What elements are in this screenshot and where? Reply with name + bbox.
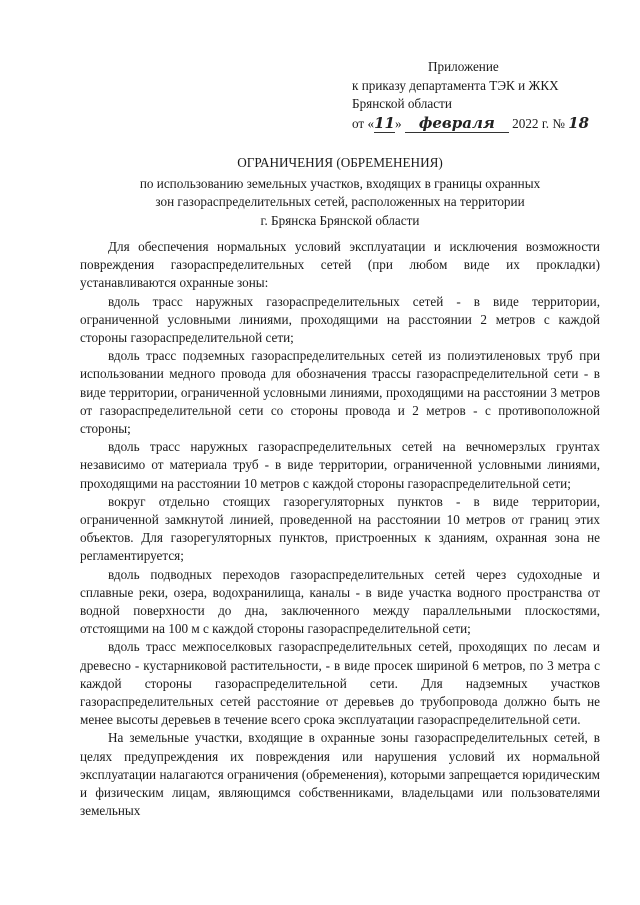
paragraph-permafrost: вдоль трасс наружных газораспределительных сетей на вечномерзлых грунтах независимо от материала труб - в виде территории, ограниченной условными линиями, проходящими на расстоянии 10 метров с каждой стороны газораспределительной сети; [80, 439, 600, 491]
date-year: 2022 г. № [512, 115, 565, 131]
paragraph-restrictions: На земельные участки, входящие в охранные зоны газораспределительных сетей, в целях предупреждения их повреждения или нарушения условий их нормальной эксплуатации налагаются ограничения (обременения), которыми запрещается юридическим и физическим лицам, являющимся собственниками, владельцами или пользователями земельных [80, 730, 600, 819]
paragraph-regulator-points: вокруг отдельно стоящих газорегуляторных пунктов - в виде территории, ограниченной замкнутой линией, проведенной на расстоянии 10 метров от границ этих объектов. Для газорегуляторных пунктов, пристроенных к зданиям, охранная зона не регламентируется; [80, 493, 600, 564]
appendix-order-line: к приказу департамента ТЭК и ЖКХ [352, 77, 559, 93]
title-line-1: по использованию земельных участков, входящих в границы охранных [139, 175, 541, 191]
appendix-region-line: Брянской области [352, 96, 452, 111]
paragraph-outdoor-networks: вдоль трасс наружных газораспределительных сетей - в виде территории, ограниченной условными линиями, проходящими на расстоянии 2 метров с каждой стороны газораспределительной сети; [80, 293, 600, 346]
paragraph-underground-networks: вдоль трасс подземных газораспределительных сетей из полиэтиленовых труб при использовании медного провода для обозначения трассы газораспределительной сети - в виде территории, ограниченной условными линиями, проходящими на расстоянии 3 метров от газораспределительной сети со стороны провода и 2 метров - с противоположной стороны; [80, 348, 600, 437]
appendix-title: Приложение [428, 59, 499, 74]
paragraph-intro: Для обеспечения нормальных условий эксплуатации и исключения возможности повреждения газораспределительных сетей (при любом виде их прокладки) устанавливаются охранные зоны: [80, 239, 600, 291]
title-line-3: г. Брянска Брянской области [260, 212, 420, 228]
title-main: ОГРАНИЧЕНИЯ (ОБРЕМЕНЕНИЯ) [237, 155, 443, 170]
appendix-date-line [352, 114, 602, 134]
document-body [80, 238, 600, 821]
document-title [90, 154, 590, 230]
paragraph-underwater-crossings: вдоль подводных переходов газораспределительных сетей через судоходные и сплавные реки, озера, водохранилища, каналы - в виде участка водного пространства от водной поверхности до дна, заключенного между параллельными плоскостями, отстоящими на 100 м с каждой стороны газораспределительной сети; [80, 566, 600, 637]
handwritten-number: 18 [568, 113, 590, 132]
handwritten-day: 11 [374, 113, 395, 132]
appendix-header [352, 58, 602, 133]
title-line-2: зон газораспределительных сетей, расположенных на территории [155, 194, 525, 209]
paragraph-intersettlement: вдоль трасс межпоселковых газораспределительных сетей, проходящих по лесам и древесно - кустарниковой растительности, - в виде просек шириной 6 метров, по 3 метра с каждой стороны газораспределительной сети. Для надземных участков газораспределительных сетей расстояние от деревьев до трубопровода должно быть не менее высоты деревьев в течение всего срока эксплуатации газораспределительной сети. [80, 639, 600, 728]
handwritten-month: февраля [405, 114, 509, 134]
date-prefix: от « [352, 115, 375, 131]
date-mid: » [394, 115, 402, 131]
